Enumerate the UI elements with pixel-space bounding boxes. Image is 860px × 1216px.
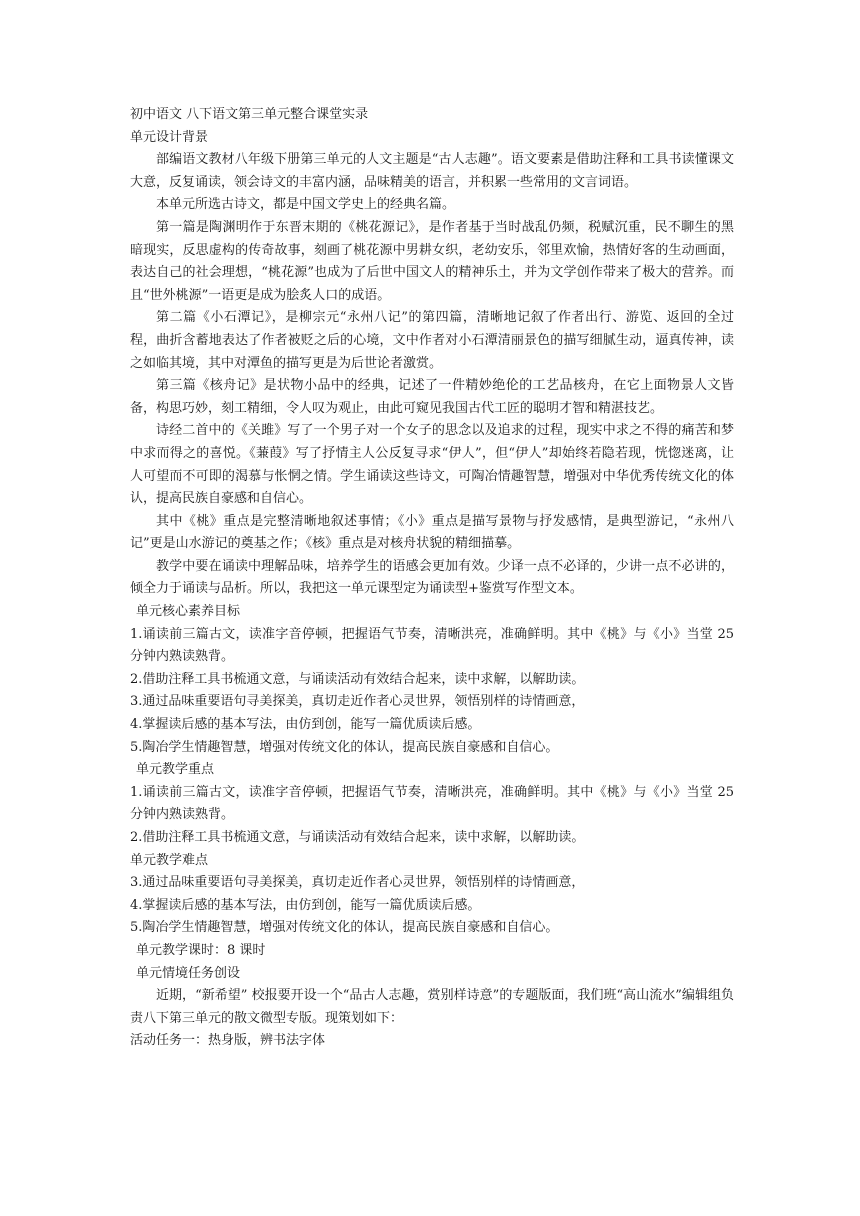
paragraph: 诗经二首中的《关雎》写了一个男子对一个女子的思念以及追求的过程，现实中求之不得的痛苦和梦中求而得之的喜悦。《蒹葭》写了抒情主人公反复寻求“伊人”，但“伊人”却始终若隐若现，恍惚迷离，让人可望而不可即的渴慕与怅惘之情。学生诵读这些诗文，可陶冶情趣智慧，增强对中华优秀传统文化的体认，提高民族自豪感和自信心。	[130, 423, 734, 507]
document-page	[130, 104, 734, 1053]
goal-item: 5.陶冶学生情趣智慧，增强对传统文化的体认，提高民族自豪感和自信心。	[130, 739, 559, 755]
goal-item: 2.借助注释工具书梳通文意，与诵读活动有效结合起来，读中求解，以解助读。	[130, 671, 585, 687]
section-heading-background: 单元设计背景	[130, 129, 209, 145]
section-heading-key-points: 单元教学重点	[136, 762, 215, 778]
teaching-hours: 单元教学课时：8 课时	[136, 942, 266, 958]
scenario-paragraph: 近期，“新希望” 校报要开设一个“品古人志趣，赏别样诗意”的专题版面，我们班“高山流水”编辑组负责八下第三单元的散文微型专版。现策划如下：	[130, 988, 734, 1026]
paragraph: 第一篇是陶渊明作于东晋末期的《桃花源记》，是作者基于当时战乱仍频，税赋沉重，民不聊生的黑暗现实，反思虚构的传奇故事，刻画了桃花源中男耕女织，老幼安乐，邻里欢愉，热情好客的生动画面，表达自己的社会理想，“桃花源”也成为了后世中国文人的精神乐土，并为文学创作带来了极大的营养。而且“世外桃源”一语更是成为脍炙人口的成语。	[130, 219, 734, 303]
goal-item: 3.通过品味重要语句寻美探美，真切走近作者心灵世界，领悟别样的诗情画意，	[130, 694, 585, 710]
paragraph: 教学中要在诵读中理解品味，培养学生的语感会更加有效。少译一点不必译的，少讲一点不必讲的，倾全力于诵读与品析。所以，我把这一单元课型定为诵读型+鉴赏写作型文本。	[130, 558, 734, 597]
task-heading: 活动任务一：热身版，辨书法字体	[130, 1033, 326, 1049]
document-title: 初中语文 八下语文第三单元整合课堂实录	[130, 107, 369, 122]
key-point-item: 1.诵读前三篇古文，读准字音停顿，把握语气节奏，清晰洪亮，准确鲜明。其中《桃》与《小》当堂 25 分钟内熟读熟背。	[130, 784, 734, 823]
difficulty-item: 3.通过品味重要语句寻美探美，真切走近作者心灵世界，领悟别样的诗情画意，	[130, 875, 585, 891]
difficulty-item: 4.掌握读后感的基本写法，由仿到创，能写一篇优质读后感。	[130, 897, 481, 913]
paragraph: 其中《桃》重点是完整清晰地叙述事情；《小》重点是描写景物与抒发感情，是典型游记，“永州八记”更是山水游记的奠基之作；《核》重点是对核舟状貌的精细描摹。	[130, 513, 734, 552]
paragraph: 本单元所选古诗文，都是中国文学史上的经典名篇。	[156, 197, 456, 213]
key-point-item: 2.借助注释工具书梳通文意，与诵读活动有效结合起来，读中求解，以解助读。	[130, 830, 585, 845]
section-heading-goals: 单元核心素养目标	[136, 604, 241, 620]
paragraph: 第三篇《核舟记》是状物小品中的经典，记述了一件精妙绝伦的工艺品核舟，在它上面物景人文皆备，构思巧妙，刻工精细，令人叹为观止，由此可窥见我国古代工匠的聪明才智和精湛技艺。	[130, 378, 734, 416]
paragraph: 部编语文教材八年级下册第三单元的人文主题是“古人志趣”。语文要素是借助注释和工具书读懂课文大意，反复诵读，领会诗文的丰富内涵，品味精美的语言，并积累一些常用的文言词语。	[130, 152, 734, 190]
section-heading-scenario: 单元情境任务创设	[136, 965, 241, 981]
goal-item: 1.诵读前三篇古文，读准字音停顿，把握语气节奏，清晰洪亮，准确鲜明。其中《桃》与《小》当堂 25 分钟内熟读熟背。	[130, 626, 734, 665]
difficulty-item: 5.陶冶学生情趣智慧，增强对传统文化的体认，提高民族自豪感和自信心。	[130, 920, 559, 936]
goal-item: 4.掌握读后感的基本写法，由仿到创，能写一篇优质读后感。	[130, 717, 481, 733]
section-heading-difficulties: 单元教学难点	[130, 852, 209, 868]
paragraph: 第二篇《小石潭记》，是柳宗元“永州八记”的第四篇，清晰地记叙了作者出行、游览、返回的全过程，曲折含蓄地表达了作者被贬之后的心境，文中作者对小石潭清丽景色的描写细腻生动，逼真传神，读之如临其境，其中对潭鱼的描写更是为后世论者激赏。	[130, 310, 734, 371]
